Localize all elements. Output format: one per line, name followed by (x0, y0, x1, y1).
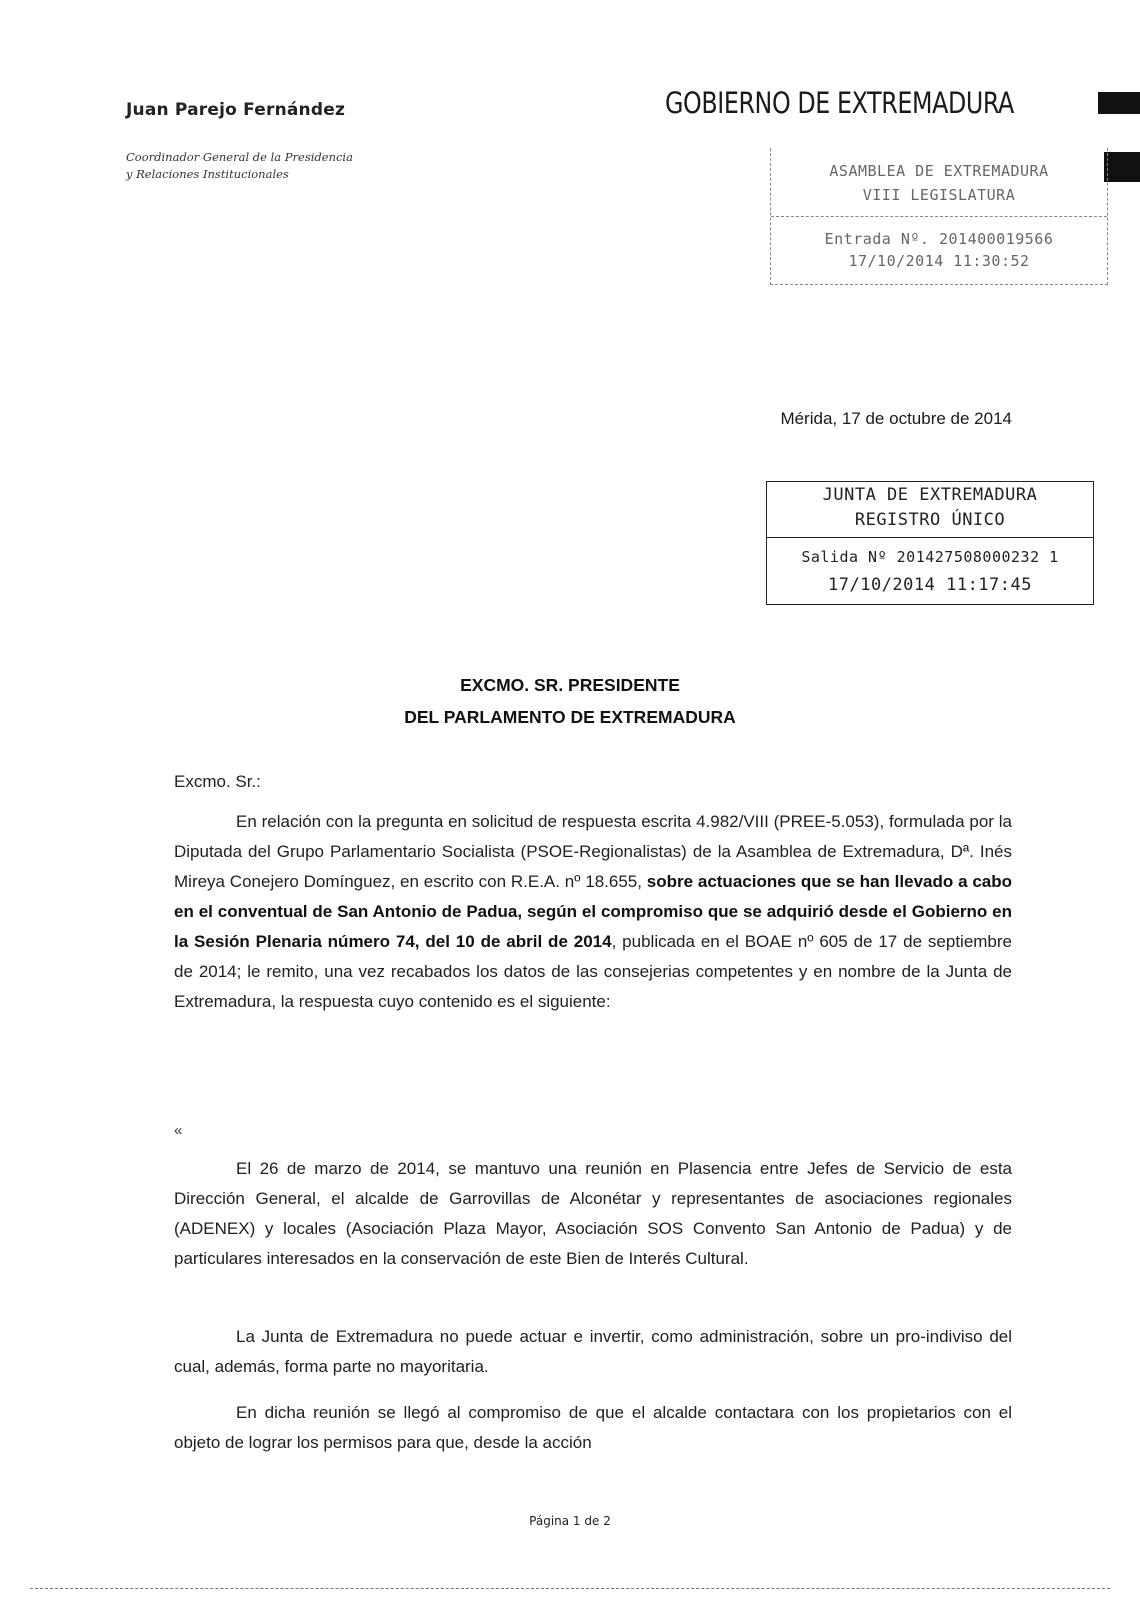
government-title: GOBIERNO DE EXTREMADURA (665, 86, 1014, 120)
entrada-stamp-line4: 17/10/2014 11:30:52 (848, 252, 1030, 270)
scan-corner-mark-bottom (1104, 152, 1140, 182)
page-number: Página 1 de 2 (529, 1514, 611, 1528)
body-paragraph-3-text: En dicha reunión se llegó al compromiso de que el alcalde contactara con los propietarios con el objeto de lograr los permisos para que, desde la acción (174, 1403, 1012, 1452)
recipient-line1: EXCMO. SR. PRESIDENTE (460, 675, 680, 695)
scan-corner-mark-top (1098, 92, 1140, 114)
sender-role-line1: Coordinador General de la Presidencia (126, 150, 353, 164)
intro-text-1: En relación con la pregunta en solicitud de respuesta escrita 4.982/VIII (PREE-5.053), formulada por la Diputada del Grupo Parlamentario Socialista (PSOE-Regionalistas) de la Asamblea de Extremadura, Dª. Inés Mireya Conejero Domínguez, en escrito con R.E.A. nº 18.655, (174, 812, 1012, 891)
salida-stamp-divider (767, 537, 1093, 538)
entrada-stamp (770, 148, 1108, 285)
salida-stamp-line4: 17/10/2014 11:17:45 (828, 575, 1032, 595)
entrada-stamp-line2: VIII LEGISLATURA (862, 186, 1016, 204)
recipient-line2: DEL PARLAMENTO DE EXTREMADURA (404, 707, 736, 727)
intro-bold-subject: sobre actuaciones que se han llevado a cabo en el conventual de San Antonio de Padua, según el compromiso que se adquirió desde el Gobierno en la Sesión Plenaria número 74, del 10 de abril de 2014 (174, 872, 1012, 951)
salida-stamp (766, 481, 1094, 605)
body-paragraph-3 (174, 1398, 1012, 1458)
quote-open-mark: « (174, 1122, 183, 1139)
salida-stamp-line1: JUNTA DE EXTREMADURA (822, 485, 1038, 505)
intro-paragraph (174, 807, 1012, 1017)
intro-text-2: , publicada en el BOAE nº 605 de 17 de septiembre de 2014; le remito, una vez recabados los datos de las consejerias competentes y en nombre de la Junta de Extremadura, la respuesta cuyo contenido es el siguiente: (174, 932, 1013, 1011)
sender-name: Juan Parejo Fernández (126, 100, 346, 120)
body-paragraph-2 (174, 1322, 1012, 1382)
body-paragraph-1-text: El 26 de marzo de 2014, se mantuvo una reunión en Plasencia entre Jefes de Servicio de esta Dirección General, el alcalde de Garrovillas de Alconétar y representantes de asociaciones regionales (ADENEX) y locales (Asociación Plaza Mayor, Asociación SOS Convento San Antonio de Padua) y de particulares interesados en la conservación de este Bien de Interés Cultural. (174, 1159, 1012, 1268)
sender-role-line2: y Relaciones Institucionales (126, 167, 289, 181)
sender-role (126, 149, 353, 183)
salida-stamp-line3: Salida Nº 201427508000232 1 (801, 548, 1059, 566)
scan-bottom-edge (30, 1588, 1110, 1589)
entrada-stamp-line1: ASAMBLEA DE EXTREMADURA (829, 162, 1049, 180)
entrada-stamp-line3: Entrada Nº. 201400019566 (824, 230, 1054, 248)
salutation: Excmo. Sr.: (174, 772, 261, 791)
body-paragraph-1 (174, 1154, 1012, 1274)
letter-date: Mérida, 17 de octubre de 2014 (780, 409, 1012, 428)
entrada-stamp-divider (771, 216, 1107, 217)
salida-stamp-line2: REGISTRO ÚNICO (854, 510, 1006, 530)
body-paragraph-2-text: La Junta de Extremadura no puede actuar e invertir, como administración, sobre un pro-indiviso del cual, además, forma parte no mayoritaria. (174, 1327, 1012, 1376)
